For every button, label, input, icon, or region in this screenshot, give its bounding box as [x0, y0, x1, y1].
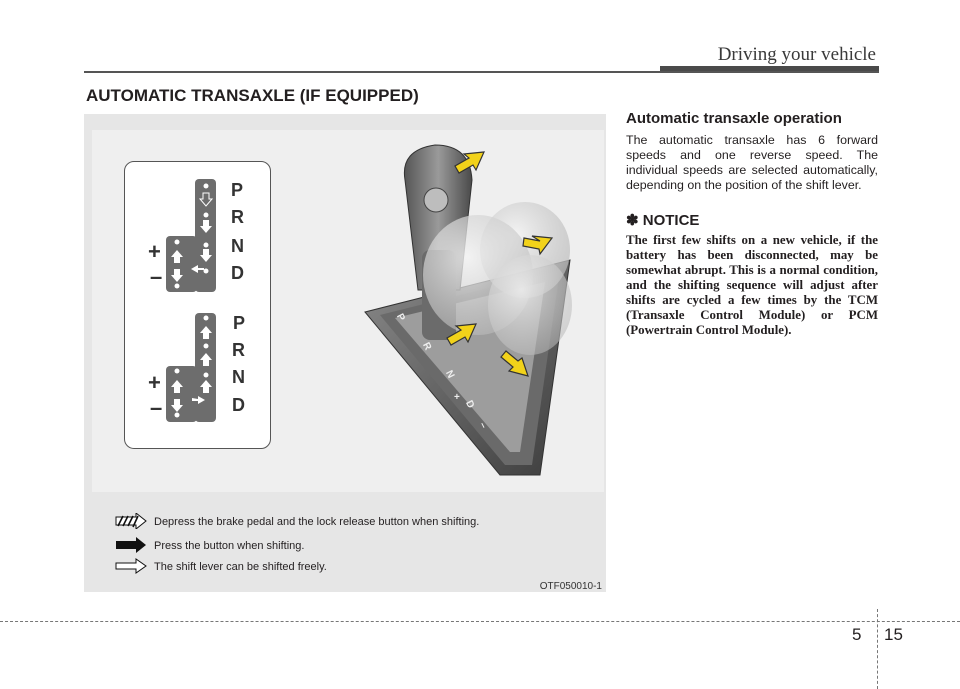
gear-label-p-upper: P — [231, 180, 244, 200]
minus-label-lower: – — [150, 395, 163, 420]
minus-label-upper: – — [150, 264, 163, 289]
outline-arrow-icon — [114, 558, 148, 574]
legend-text-press-button: Press the button when shifting. — [154, 540, 305, 552]
figure-code: OTF050010-1 — [539, 581, 602, 592]
lower-gate-arrows-icon — [166, 313, 218, 423]
footer-rule — [0, 621, 960, 622]
legend-text-brake-lock: Depress the brake pedal and the lock release button when shifting. — [154, 516, 480, 528]
console-label-plus: + — [454, 392, 460, 403]
notice-paragraph: The first few shifts on a new vehicle, if the battery has been disconnected, may be somewhat abrupt. This is a normal condition, and the shifting sequence will adjust after shifts are cycled a few times by the TCM (Transaxle Control Module) or PCM (Powertrain Control Module). — [626, 233, 878, 337]
body-paragraph: The automatic transaxle has 6 forward speeds and one reverse speed. The individual speeds are selected automatically, depending on the position of the shift lever. — [626, 133, 878, 192]
solid-arrow-icon — [114, 537, 148, 553]
header-rule — [84, 71, 879, 73]
subheading: Automatic transaxle operation — [626, 110, 842, 127]
console-label-r: R — [420, 340, 434, 353]
gear-label-n-lower: N — [232, 367, 245, 387]
gear-label-r-lower: R — [232, 340, 245, 360]
footer-divider — [877, 609, 878, 689]
console-label-minus: – — [476, 420, 489, 431]
gear-label-p-lower: P — [233, 313, 246, 333]
section-title: AUTOMATIC TRANSAXLE (IF EQUIPPED) — [86, 86, 419, 105]
shift-lever-illustration — [360, 140, 590, 480]
running-header: Driving your vehicle — [717, 44, 876, 65]
plus-label-upper: + — [148, 239, 161, 264]
plus-label-lower: + — [148, 370, 161, 395]
gear-label-d-upper: D — [231, 263, 244, 283]
hatched-arrow-icon — [114, 513, 148, 529]
gear-label-r-upper: R — [231, 207, 244, 227]
console-label-n: N — [443, 368, 457, 381]
console-label-d: D — [463, 398, 477, 411]
legend-text-shift-freely: The shift lever can be shifted freely. — [154, 561, 327, 573]
chapter-number: 5 — [852, 625, 862, 644]
gear-label-n-upper: N — [231, 236, 244, 256]
right-column — [626, 110, 878, 338]
upper-gate-arrows-icon — [166, 179, 218, 293]
gear-label-d-lower: D — [232, 395, 245, 415]
console-label-p: P — [393, 312, 407, 323]
page-number: 15 — [884, 625, 903, 644]
notice-heading: ✽ NOTICE — [626, 212, 700, 229]
